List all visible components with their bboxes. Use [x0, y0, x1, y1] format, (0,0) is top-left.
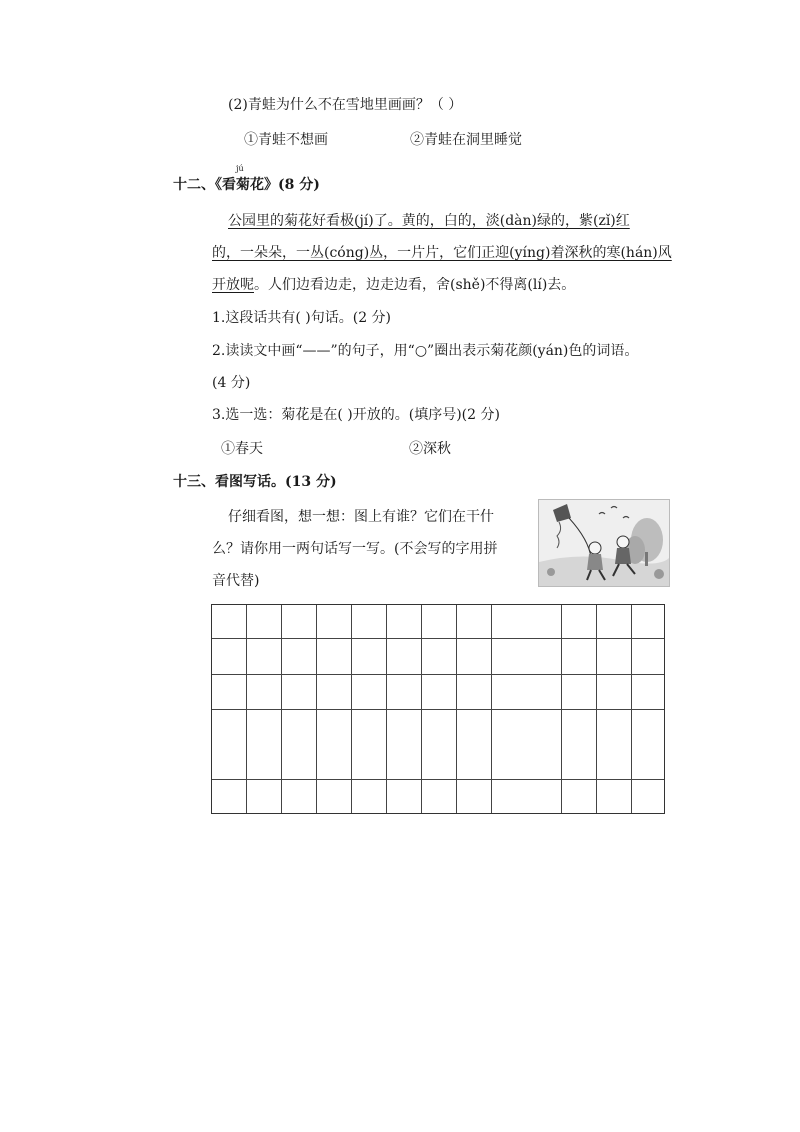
q12-item-2: 2.读读文中画“——”的句子，用“○”圈出表示菊花颜(yán)色的词语。: [212, 343, 639, 359]
q12-passage-line-1: 公园里的菊花好看极(jí)了。黄的，白的，淡(dàn)绿的，紫(zǐ)红: [228, 213, 630, 229]
q13-line-2: 么？请你用一两句话写一写。(不会写的字用拼: [212, 541, 498, 557]
q12-item-1: 1.这段话共有( )句话。(2 分): [212, 310, 392, 326]
q12-item-3-option-1: ①春天: [221, 441, 263, 457]
q12-passage-underlined-end: 开放呢: [212, 277, 254, 293]
q12-item-3-option-2: ②深秋: [409, 441, 451, 457]
q12-passage-line-3: [212, 276, 575, 294]
q13-line-1: 仔细看图，想一想：图上有谁？它们在干什: [228, 509, 494, 525]
q11-option-1: ①青蛙不想画: [244, 132, 328, 148]
q13-line-3: 音代替): [212, 573, 260, 589]
pinyin-ju: jú: [236, 164, 244, 173]
grid-row-line: [212, 709, 664, 710]
q13-title: 十三、看图写话。(13 分): [173, 474, 337, 490]
q12-item-3: 3.选一选：菊花是在( )开放的。(填序号)(2 分): [212, 407, 500, 423]
q12-passage-rest: 。人们边看边走，边走边看，舍(shě)不得离(lí)去。: [254, 277, 576, 293]
grid-row-line: [212, 638, 664, 639]
writing-grid[interactable]: [211, 604, 665, 814]
q12-title: 十二、《看菊花》(8 分): [173, 177, 320, 193]
q11-sub2-question: (2)青蛙为什么不在雪地里画画？（ ）: [228, 97, 463, 113]
q12-item-2-score: (4 分): [212, 375, 251, 391]
grid-row-line: [212, 779, 664, 780]
q11-option-2: ②青蛙在洞里睡觉: [410, 132, 522, 148]
q12-passage-line-2: 的，一朵朵，一丛(cóng)丛，一片片，它们正迎(yíng)着深秋的寒(hán)风: [212, 245, 672, 261]
kite-flying-illustration: [538, 499, 670, 587]
grid-row-line: [212, 674, 664, 675]
